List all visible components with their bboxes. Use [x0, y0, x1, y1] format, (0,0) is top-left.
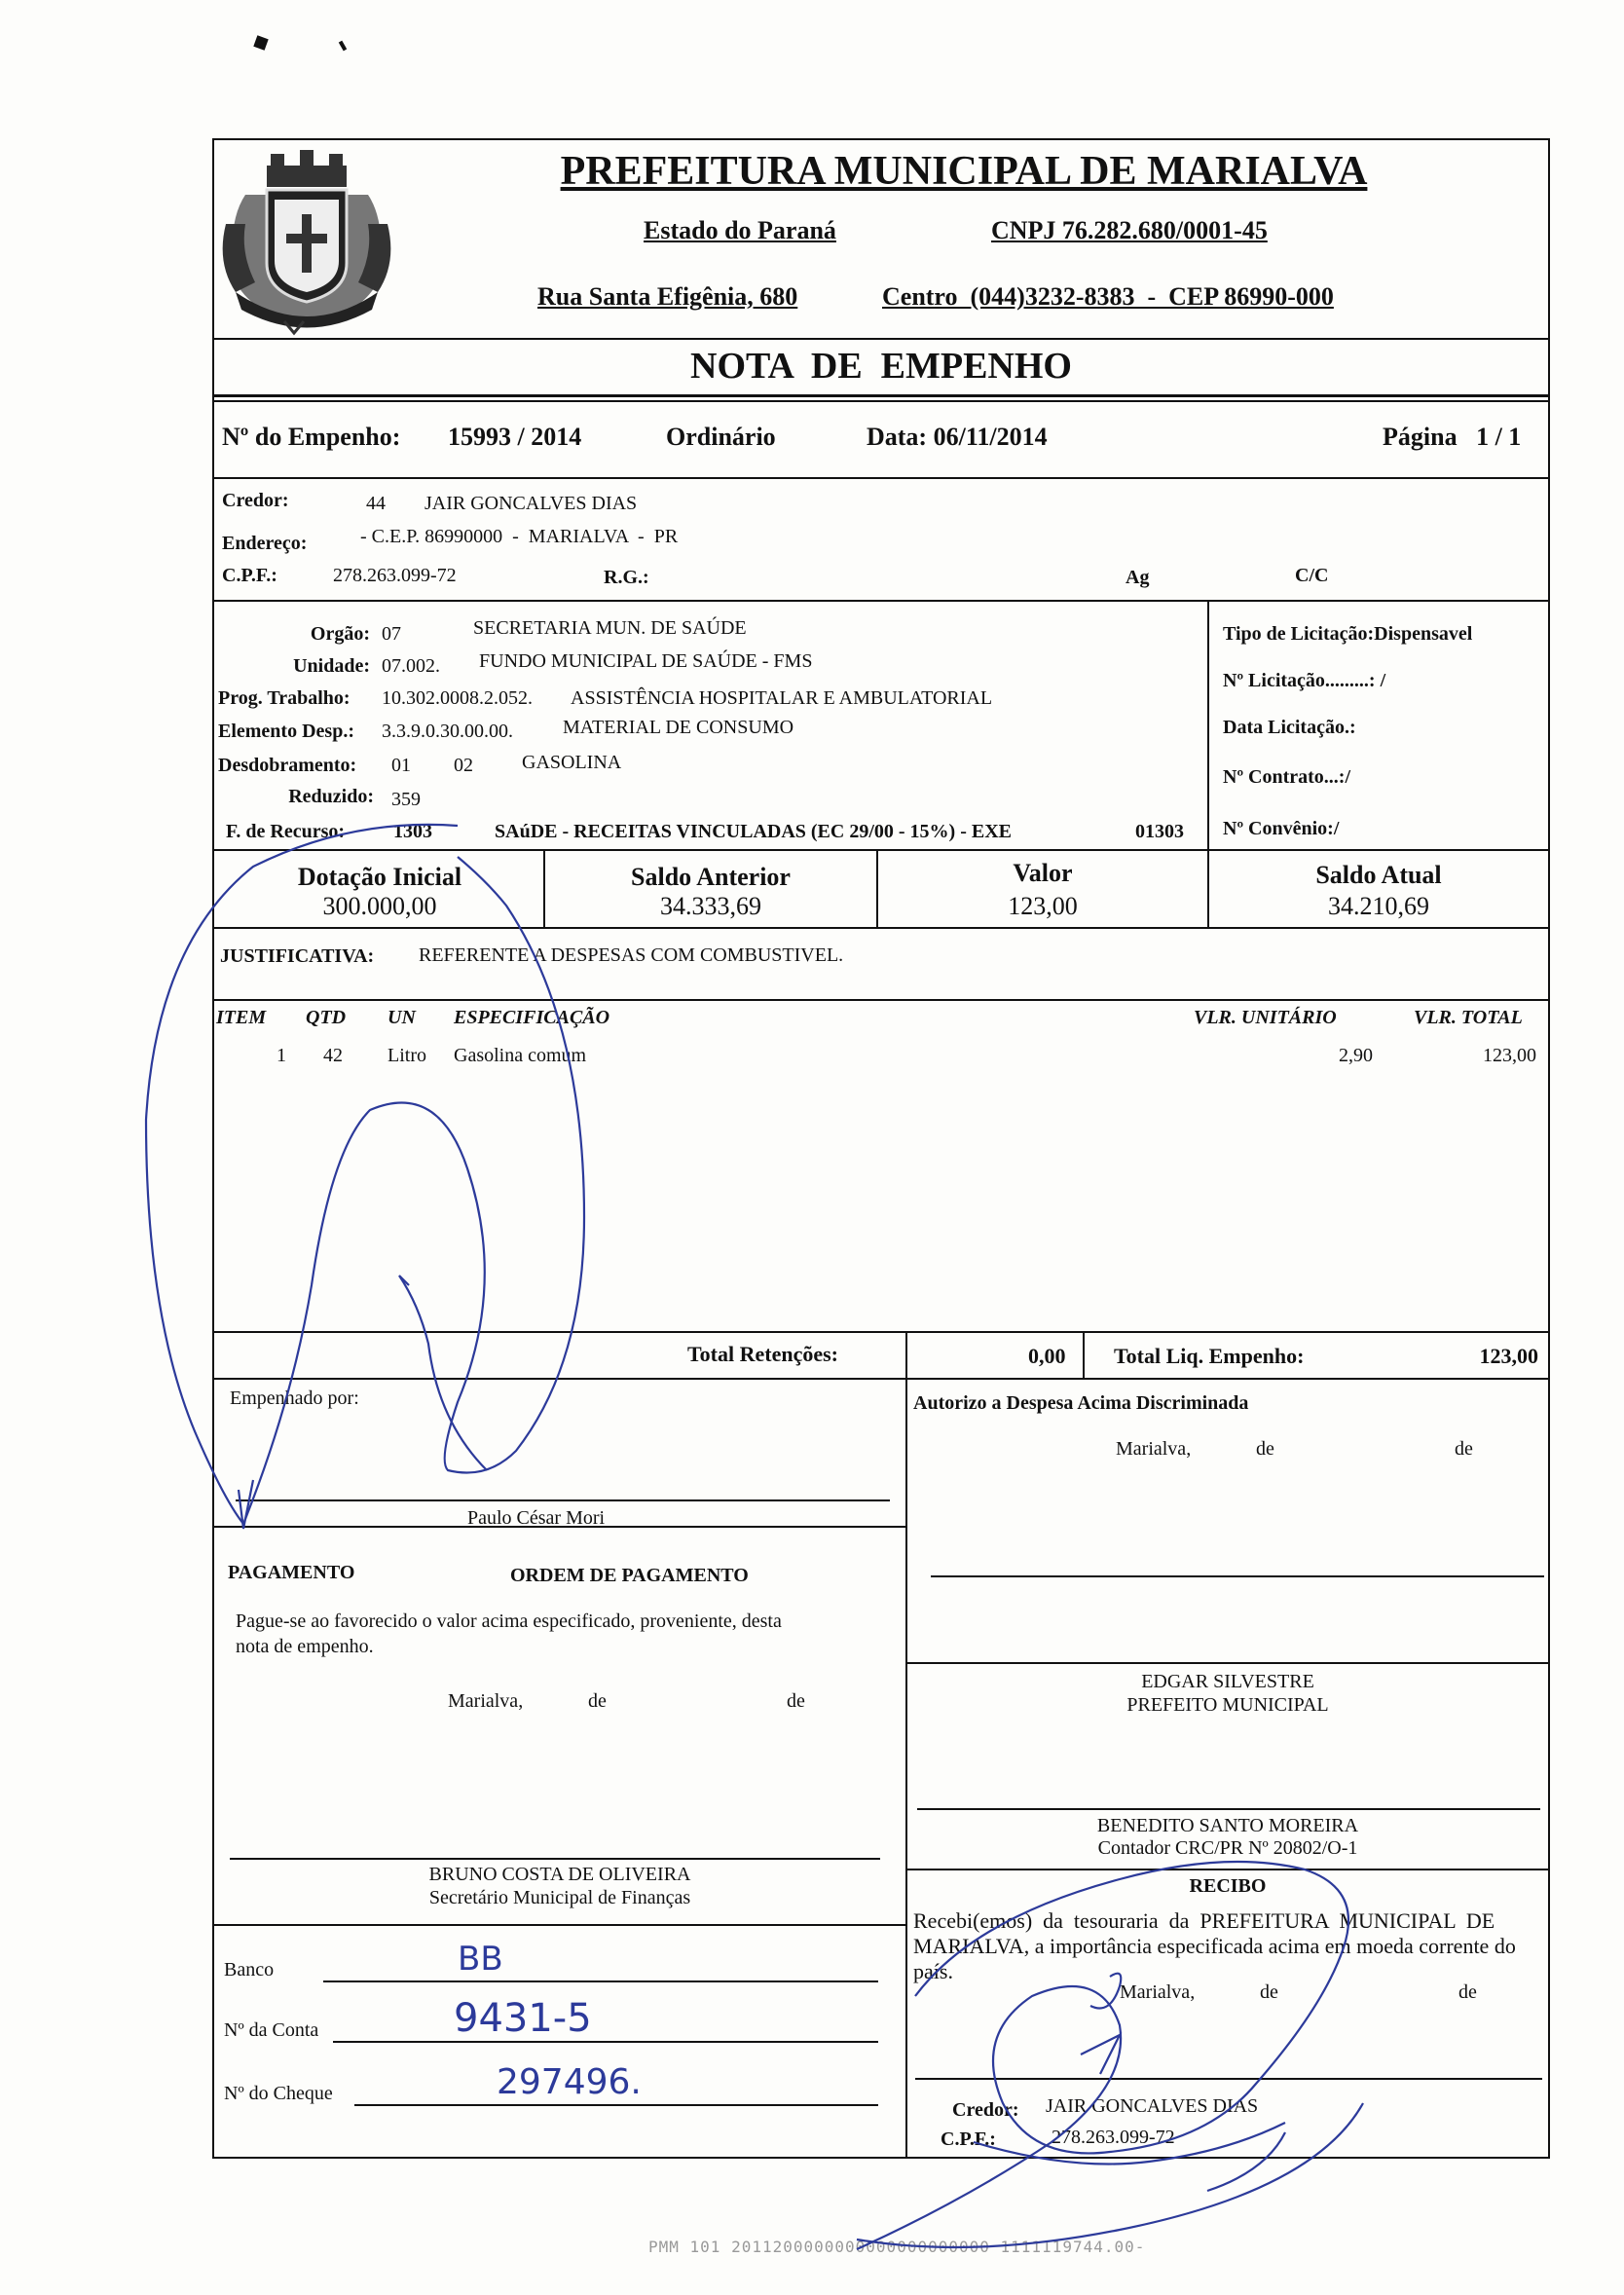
licitacao-type: Tipo de Licitação:Dispensavel: [1223, 623, 1473, 645]
divider: [214, 927, 1548, 929]
page-number: Página 1 / 1: [1383, 423, 1522, 451]
empenho-number-label: Nº do Empenho:: [222, 423, 401, 451]
cpf-label: C.P.F.:: [222, 565, 277, 586]
bank-label: Banco: [224, 1959, 275, 1980]
signature-line: [230, 1858, 880, 1860]
payment-order-label: ORDEM DE PAGAMENTO: [510, 1565, 749, 1586]
item-total: 123,00: [1483, 1045, 1536, 1066]
receipt-creditor-label: Credor:: [952, 2099, 1019, 2121]
balance-label: Valor: [1013, 859, 1073, 887]
balance-label: Saldo Anterior: [631, 863, 791, 891]
accountant-title: Contador CRC/PR Nº 20802/O-1: [1097, 1837, 1358, 1859]
empenhado-label: Empenhado por:: [230, 1388, 359, 1409]
address-value: - C.E.P. 86990000 - MARIALVA - PR: [360, 526, 679, 547]
divider: [1083, 1331, 1085, 1378]
account-number-label: Nº da Conta: [224, 2019, 319, 2041]
receipt-creditor-name: JAIR GONCALVES DIAS: [1046, 2095, 1259, 2117]
payment-text: nota de empenho.: [236, 1636, 374, 1657]
payment-label: PAGAMENTO: [228, 1562, 355, 1583]
divider: [1207, 600, 1209, 849]
cheque-number-value: 297496.: [497, 2062, 642, 2102]
signature-line: [917, 1808, 1540, 1810]
balance-value: 300.000,00: [322, 892, 437, 920]
bank-value: BB: [458, 1940, 503, 1979]
recurso-name: SAúDE - RECEITAS VINCULADAS (EC 29/00 - 15%) - EXE: [495, 821, 1012, 842]
elemento-name: MATERIAL DE CONSUMO: [563, 717, 794, 738]
recurso-number: 01303: [1135, 821, 1184, 842]
retentions-value: 0,00: [1028, 1344, 1066, 1368]
balance-value: 123,00: [1008, 892, 1078, 920]
divider: [214, 849, 1548, 851]
reduzido-value: 359: [391, 789, 421, 810]
balance-value: 34.210,69: [1328, 892, 1429, 920]
item-specification: Gasolina comum: [454, 1045, 587, 1066]
municipality-title: PREFEITURA MUNICIPAL DE MARIALVA: [560, 149, 1368, 194]
scan-mark: [339, 41, 347, 52]
receipt-text: MARIALVA, a importância especificada acima em moeda corrente do: [913, 1934, 1516, 1958]
elemento-code: 3.3.9.0.30.00.00.: [382, 721, 513, 742]
authorization-de: de: [1256, 1438, 1274, 1460]
orgao-name: SECRETARIA MUN. DE SAÚDE: [473, 617, 747, 639]
contract-number: Nº Contrato...:/: [1223, 766, 1351, 788]
account-field-line: [333, 2041, 878, 2043]
divider: [214, 394, 1548, 397]
divider: [905, 1331, 907, 2159]
divider: [214, 1378, 1548, 1380]
footer-stamp: PMM 101 2011200000000000000000000 1111119744.00-: [648, 2238, 1146, 2256]
items-header-total: VLR. TOTAL: [1414, 1007, 1523, 1028]
divider: [214, 400, 1548, 402]
prog-name: ASSISTÊNCIA HOSPITALAR E AMBULATORIAL: [571, 687, 993, 709]
authorization-label: Autorizo a Despesa Acima Discriminada: [913, 1392, 1249, 1414]
coat-of-arms-logo: [216, 146, 397, 336]
creditor-name: JAIR GONCALVES DIAS: [424, 493, 638, 514]
signature-line: [236, 1499, 890, 1501]
cnpj-label: CNPJ 76.282.680/0001-45: [991, 216, 1268, 244]
cheque-number-label: Nº do Cheque: [224, 2083, 333, 2104]
elemento-label: Elemento Desp.:: [218, 721, 354, 742]
licitacao-date: Data Licitação.:: [1223, 717, 1356, 738]
account-label: C/C: [1295, 565, 1329, 586]
address-label: Endereço:: [222, 533, 308, 554]
desdobramento-label: Desdobramento:: [218, 755, 357, 776]
recurso-code: 1303: [393, 821, 432, 842]
balance-value: 34.333,69: [660, 892, 761, 920]
licitacao-number: Nº Licitação.........: /: [1223, 670, 1386, 691]
bank-field-line: [323, 1980, 878, 1982]
retentions-label: Total Retenções:: [687, 1342, 838, 1366]
account-number-value: 9431-5: [454, 1996, 592, 2041]
net-total-label: Total Liq. Empenho:: [1114, 1344, 1305, 1368]
empenho-number: 15993 / 2014: [448, 423, 582, 451]
receipt-cpf-label: C.P.F.:: [941, 2128, 996, 2150]
orgao-label: Orgão:: [310, 623, 370, 645]
mayor-title: PREFEITO MUNICIPAL: [1126, 1694, 1329, 1716]
payment-city: Marialva,: [448, 1690, 524, 1712]
item-quantity: 42: [323, 1045, 343, 1066]
unidade-code: 07.002.: [382, 655, 440, 677]
unidade-name: FUNDO MUNICIPAL DE SAÚDE - FMS: [479, 650, 813, 672]
desdobramento-b: 02: [454, 755, 473, 776]
empenho-date: Data: 06/11/2014: [867, 423, 1048, 451]
creditor-label: Credor:: [222, 490, 289, 511]
payment-text: Pague-se ao favorecido o valor acima especificado, proveniente, desta: [236, 1610, 782, 1632]
accountant-name: BENEDITO SANTO MOREIRA: [1096, 1815, 1359, 1836]
creditor-code: 44: [366, 493, 386, 514]
divider: [214, 999, 1548, 1001]
agency-label: Ag: [1126, 567, 1150, 588]
items-header-unit-price: VLR. UNITÁRIO: [1194, 1007, 1337, 1028]
divider: [214, 338, 1548, 340]
divider: [214, 477, 1548, 479]
items-header-item: ITEM: [216, 1007, 267, 1028]
desdobramento-a: 01: [391, 755, 411, 776]
justification-text: REFERENTE A DESPESAS COM COMBUSTIVEL.: [419, 944, 844, 966]
desdobramento-name: GASOLINA: [522, 752, 622, 773]
rg-label: R.G.:: [604, 567, 649, 588]
payment-de: de: [787, 1690, 805, 1712]
payment-de: de: [588, 1690, 607, 1712]
divider: [907, 1869, 1548, 1870]
reduzido-label: Reduzido:: [288, 786, 374, 807]
balance-label: Dotação Inicial: [297, 863, 462, 891]
receipt-text: Recebi(emos) da tesouraria da PREFEITURA MUNICIPAL DE: [913, 1908, 1495, 1933]
empenho-type: Ordinário: [666, 423, 776, 451]
receipt-title: RECIBO: [1189, 1875, 1267, 1897]
items-header-un: UN: [388, 1007, 416, 1028]
item-unit-price: 2,90: [1339, 1045, 1373, 1066]
receipt-cpf-value: 278.263.099-72: [1052, 2127, 1175, 2148]
unidade-label: Unidade:: [293, 655, 370, 677]
authorization-city: Marialva,: [1116, 1438, 1192, 1460]
mayor-name: EDGAR SILVESTRE: [1141, 1671, 1314, 1692]
cheque-field-line: [354, 2104, 878, 2106]
empenhado-name: Paulo César Mori: [467, 1507, 606, 1529]
street-label: Rua Santa Efigênia, 680: [537, 282, 798, 311]
orgao-code: 07: [382, 623, 401, 645]
prog-code: 10.302.0008.2.052.: [382, 687, 533, 709]
receipt-text: país.: [913, 1959, 953, 1983]
divider: [214, 600, 1548, 602]
receipt-city: Marialva,: [1120, 1981, 1196, 2003]
divider: [907, 1662, 1548, 1664]
item-number: 1: [277, 1045, 286, 1066]
prog-label: Prog. Trabalho:: [218, 687, 351, 709]
divider: [214, 1924, 905, 1926]
signature-line: [915, 2078, 1542, 2080]
receipt-de: de: [1260, 1981, 1278, 2003]
item-unit: Litro: [388, 1045, 426, 1066]
items-header-qtd: QTD: [306, 1007, 347, 1028]
net-total-value: 123,00: [1479, 1344, 1538, 1368]
convenio-number: Nº Convênio:/: [1223, 818, 1340, 839]
authorization-de: de: [1455, 1438, 1473, 1460]
divider: [214, 1331, 1548, 1333]
document-title: NOTA DE EMPENHO: [690, 346, 1072, 387]
state-label: Estado do Paraná: [644, 216, 836, 244]
secretary-title: Secretário Municipal de Finanças: [428, 1887, 691, 1908]
balance-label: Saldo Atual: [1315, 861, 1442, 889]
justification-label: JUSTIFICATIVA:: [220, 945, 375, 967]
address-contact-label: Centro (044)3232-8383 - CEP 86990-000: [882, 282, 1334, 311]
items-header-spec: ESPECIFICAÇÃO: [454, 1007, 610, 1028]
secretary-name: BRUNO COSTA DE OLIVEIRA: [428, 1864, 691, 1885]
signature-line: [931, 1575, 1544, 1577]
receipt-de: de: [1458, 1981, 1477, 2003]
scan-mark: [253, 35, 268, 50]
cpf-value: 278.263.099-72: [333, 565, 457, 586]
recurso-label: F. de Recurso:: [226, 821, 346, 842]
